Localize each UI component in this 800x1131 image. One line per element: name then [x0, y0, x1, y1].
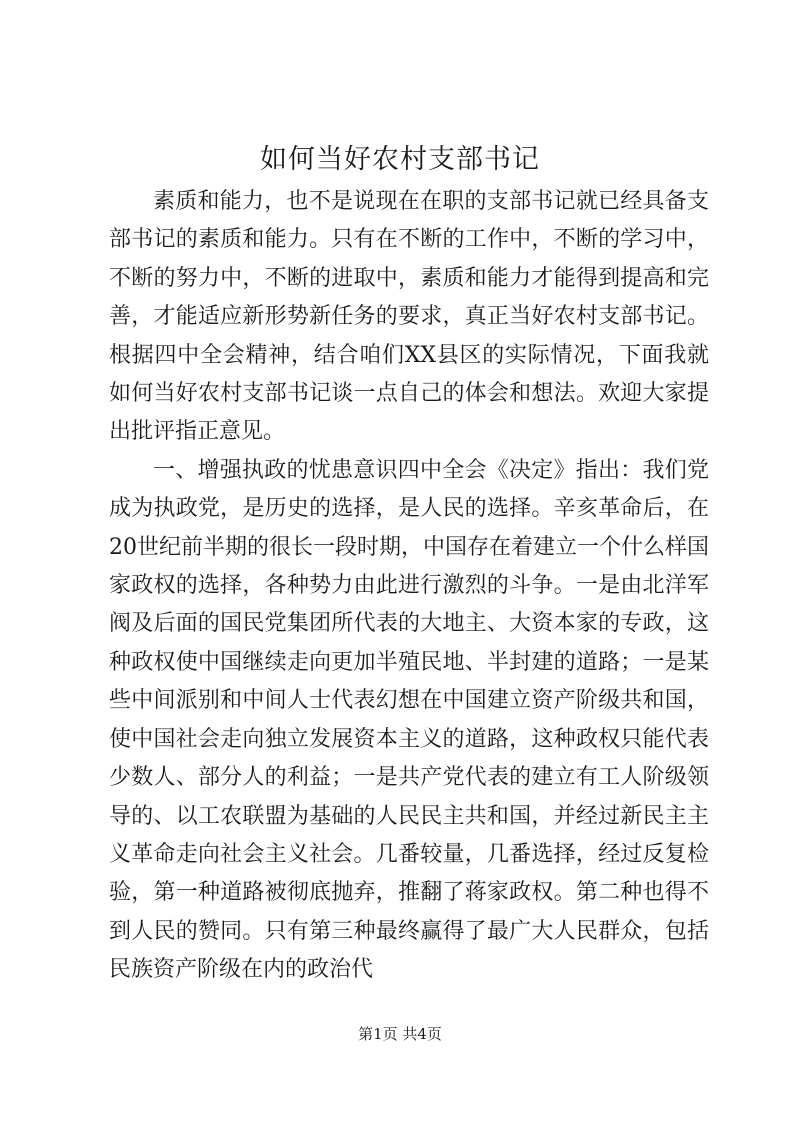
paragraph-1: 素质和能力，也不是说现在在职的支部书记就已经具备支部书记的素质和能力。只有在不断的工作中，不断的学习中，不断的努力中，不断的进取中，素质和能力才能得到提高和完善，才能适应新形势新任务的要求，真正当好农村支部书记。根据四中全会精神，结合咱们XX县区的实际情况，下面我就如何当好农村支部书记谈一点自己的体会和想法。欢迎大家提出批评指正意见。 — [109, 189, 709, 445]
document-body — [109, 183, 709, 990]
page-number-footer: 第1页 共4页 — [358, 1025, 442, 1043]
paragraph-2: 一、增强执政的忧患意识四中全会《决定》指出：我们党成为执政党，是历史的选择，是人民的选择。辛亥革命后，在20世纪前半期的很长一段时期，中国存在着建立一个什么样国家政权的选择，各种势力由此进行激烈的斗争。一是由北洋军阀及后面的国民党集团所代表的大地主、大资本家的专政，这种政权使中国继续走向更加半殖民地、半封建的道路；一是某些中间派别和中间人士代表幻想在中国建立资产阶级共和国，使中国社会走向独立发展资本主义的道路，这种政权只能代表少数人、部分人的利益；一是共产党代表的建立有工人阶级领导的、以工农联盟为基础的人民民主共和国，并经过新民主主义革命走向社会主义社会。几番较量，几番选择，经过反复检验，第一种道路被彻底抛弃，推翻了蒋家政权。第二种也得不到人民的赞同。只有第三种最终赢得了最广大人民群众，包括民族资产阶级在内的政治代 — [109, 457, 709, 983]
document-title: 如何当好农村支部书记 — [260, 144, 540, 175]
